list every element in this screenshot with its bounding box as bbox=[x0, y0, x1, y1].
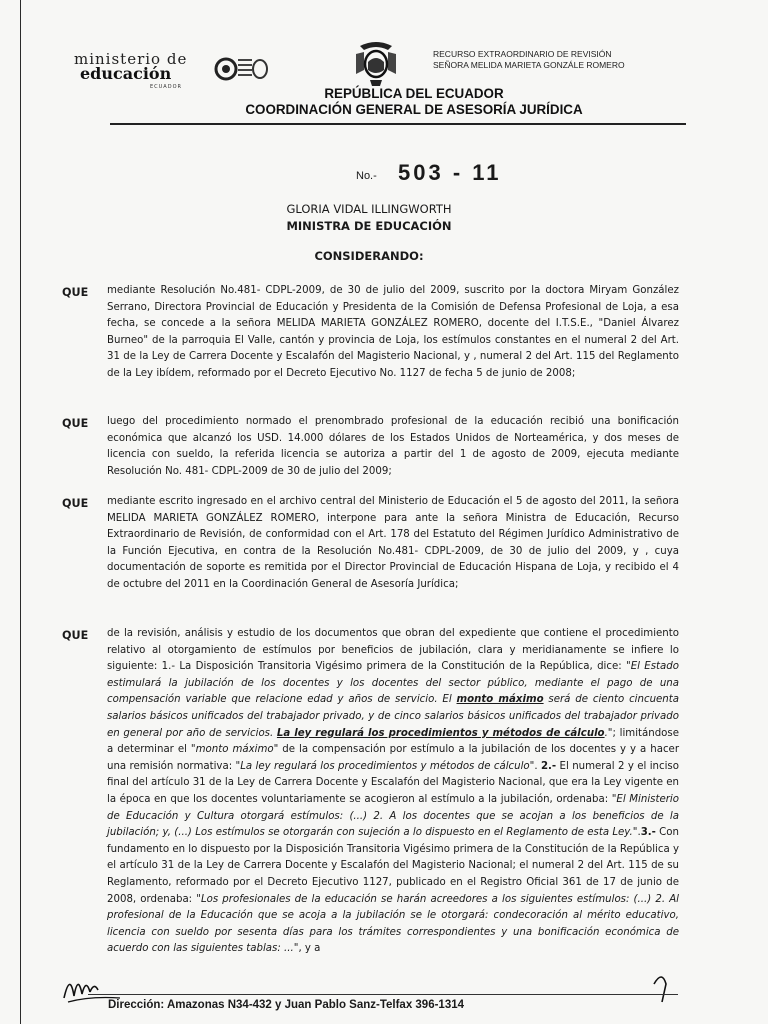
header-title-line-1: REPÚBLICA DEL ECUADOR bbox=[324, 86, 504, 101]
page-edge-line bbox=[20, 0, 21, 1024]
clause-label: QUE bbox=[62, 417, 89, 430]
clause-segment: . bbox=[637, 827, 641, 839]
clause-segment: "Los profesionales de la educación se harán acreedores a los siguientes estímulos: (...) 2. Al profesional de la Educación que se acoja a la jubilación se le otorgará: condecoración al mérito educativo, licencia con sueldo por sesenta días para los trámites correspondientes y una bonificación económica de acuerdo con las siguientes tablas: ..." bbox=[107, 893, 679, 955]
clause-segment: " de la compensación por estímulo a la jubilación de los docentes y y a hacer una remisión normativa: bbox=[107, 744, 680, 772]
clause-text-formatted bbox=[107, 626, 679, 958]
clause-segment: de la revisión, análisis y estudio de los documentos que obran del expediente que contiene el procedimiento relativo al otorgamiento de estímulos por beneficios de jubilación, clara y meridianamente se infiere lo siguiente: 1.- La Disposición Transitoria Vigésimo primera de la Constitución de la República, dice: bbox=[107, 628, 679, 673]
initial-scribble bbox=[648, 966, 678, 1006]
case-ref-line-1: RECURSO EXTRAORDINARIO DE REVISIÓN bbox=[433, 49, 612, 59]
footer-address: Dirección: Amazonas N34-432 y Juan Pablo Sanz-Telfax 396-1314 bbox=[108, 999, 465, 1011]
clause-text: luego del procedimiento normado el prenombrado profesional de la educación recibió una bonificación económica que alcanzó los USD. 14.000 dólares de los Estados Unidos de Norteamérica, y dos meses de licencia con sueldo, la referida licencia se autoriza a partir del 1 de agosto de 2009, ejecuta mediante Resolución No. 481- CDPL-2009 de 30 de julio del 2009; bbox=[107, 416, 679, 477]
coat-of-arms-icon bbox=[354, 40, 398, 90]
document-number-label: No.- bbox=[356, 170, 377, 182]
case-ref-line-2: SEÑORA MELIDA MARIETA GONZÁLE ROMERO bbox=[433, 59, 625, 70]
ministry-logo-icon bbox=[212, 54, 268, 84]
header-divider bbox=[110, 123, 686, 125]
clause-label: QUE bbox=[62, 497, 89, 510]
clause-segment: . bbox=[534, 760, 541, 772]
clause-label: QUE bbox=[62, 629, 89, 642]
logo-top-text: ministerio de bbox=[74, 50, 188, 68]
logo-main-text: educación bbox=[80, 64, 172, 83]
clause-label: QUE bbox=[62, 286, 89, 299]
document-number: 503 - 11 bbox=[398, 160, 502, 185]
clause-segment: 3.- bbox=[640, 827, 656, 839]
clause-segment: El numeral 2 y el inciso final del artículo 31 de la Ley de Carrera Docente y Escalafón del Magisterio Nacional, que era la Ley vigente en la época en que los docentes voluntariamente se acogieron al estímulo a la jubilación, ordenaba: bbox=[107, 760, 679, 805]
clause-text: mediante escrito ingresado en el archivo central del Ministerio de Educación el 5 de agosto del 2011, la señora MELIDA MARIETA GONZÁLEZ ROMERO, interpone para ante la señora Ministra de Educación, Recurso Extraordinario de Revisión, de conformidad con el Art. 178 del Estatuto del Régimen Jurídico Administrativo de la Función Ejecutiva, en contra de la Resolución No.481- CDPL-2009, de 30 de julio del 2009, y , cuya documentación de soporte es remitida por el Director Provincial de Educación Hispana de Loja, y recibido el 4 de octubre del 2011 en la Coordinación General de Asesoría Jurídica; bbox=[107, 496, 679, 590]
signer-title: MINISTRA DE EDUCACIÓN bbox=[286, 219, 452, 233]
clause-segment: , y a bbox=[298, 943, 321, 955]
clause-segment: monto máximo bbox=[195, 744, 274, 756]
clause-segment: La ley regulará los procedimientos y métodos de cálculo bbox=[276, 727, 605, 739]
clause-segment: Con fundamento en lo dispuesto por la Disposición Transitoria Vigésimo primera de la Constitución de la República y el artículo 31 de la Ley de Carrera Docente y Escalafón del Magisterio Nacional; el numeral 2 del Art. 115 de su Reglamento, reformado por el Decreto Ejecutivo 1127, publicado en el Registro Oficial 361 de 17 de junio de 2008, ordenaba: bbox=[107, 827, 679, 905]
ministry-logo bbox=[62, 50, 272, 90]
clause-segment: ." bbox=[604, 727, 613, 739]
clause-segment: "El Ministerio de Educación y Cultura otorgará estímulos: (...) 2. A los docentes que se acojan a los beneficios de la jubilación; y, (...) Los estímulos se otorgarán con sujeción a lo dispuesto en el Reglamento de esta Ley." bbox=[107, 793, 679, 839]
header-title bbox=[226, 86, 602, 117]
case-reference bbox=[433, 49, 625, 70]
clause-text: mediante Resolución No.481- CDPL-2009, de 30 de julio del 2009, suscrito por la doctora Miryam González Serrano, Directora Provincial de Educación y Presidenta de la Comisión de Defensa Profesional de Loja, a esa fecha, se concede a la señora MELIDA MARIETA GONZÁLEZ ROMERO, docente del I.T.S.E., "Daniel Álvarez Burneo" de la parroquia El Valle, cantón y provincia de Loja, los estímulos constantes en el numeral 2 del Art. 31 de la Ley de Carrera Docente y Escalafón del Magisterio Nacional, y , numeral 2 del Art. 115 del Reglamento de la Ley ibídem, reformado por el Decreto Ejecutivo No. 1127 de fecha 5 de junio de 2008; bbox=[107, 285, 679, 379]
clause-segment: será de ciento cincuenta salarios básicos unificados del trabajador privado, y de cinco salarios básicos unificados del trabajador privado en general por año de servicios. bbox=[107, 694, 679, 739]
considerando-heading: CONSIDERANDO: bbox=[314, 249, 424, 263]
logo-sub-text: ECUADOR bbox=[150, 84, 182, 90]
clause-segment: "La ley regulará los procedimientos y métodos de cálculo" bbox=[235, 760, 535, 772]
signer-name: GLORIA VIDAL ILLINGWORTH bbox=[286, 202, 452, 216]
clause-segment: "El Estado estimulará la jubilación de los docentes y los docentes del sector público, mediante el pago de una compensación variable que relacione edad y años de servicio. El bbox=[107, 661, 679, 706]
header-title-line-2: COORDINACIÓN GENERAL DE ASESORÍA JURÍDICA bbox=[245, 101, 583, 117]
clause-segment: 2.- bbox=[540, 760, 557, 772]
footer-divider bbox=[88, 994, 678, 995]
clause-segment: ; limitándose a determinar el " bbox=[107, 727, 679, 756]
clause-segment: monto máximo bbox=[456, 694, 544, 706]
